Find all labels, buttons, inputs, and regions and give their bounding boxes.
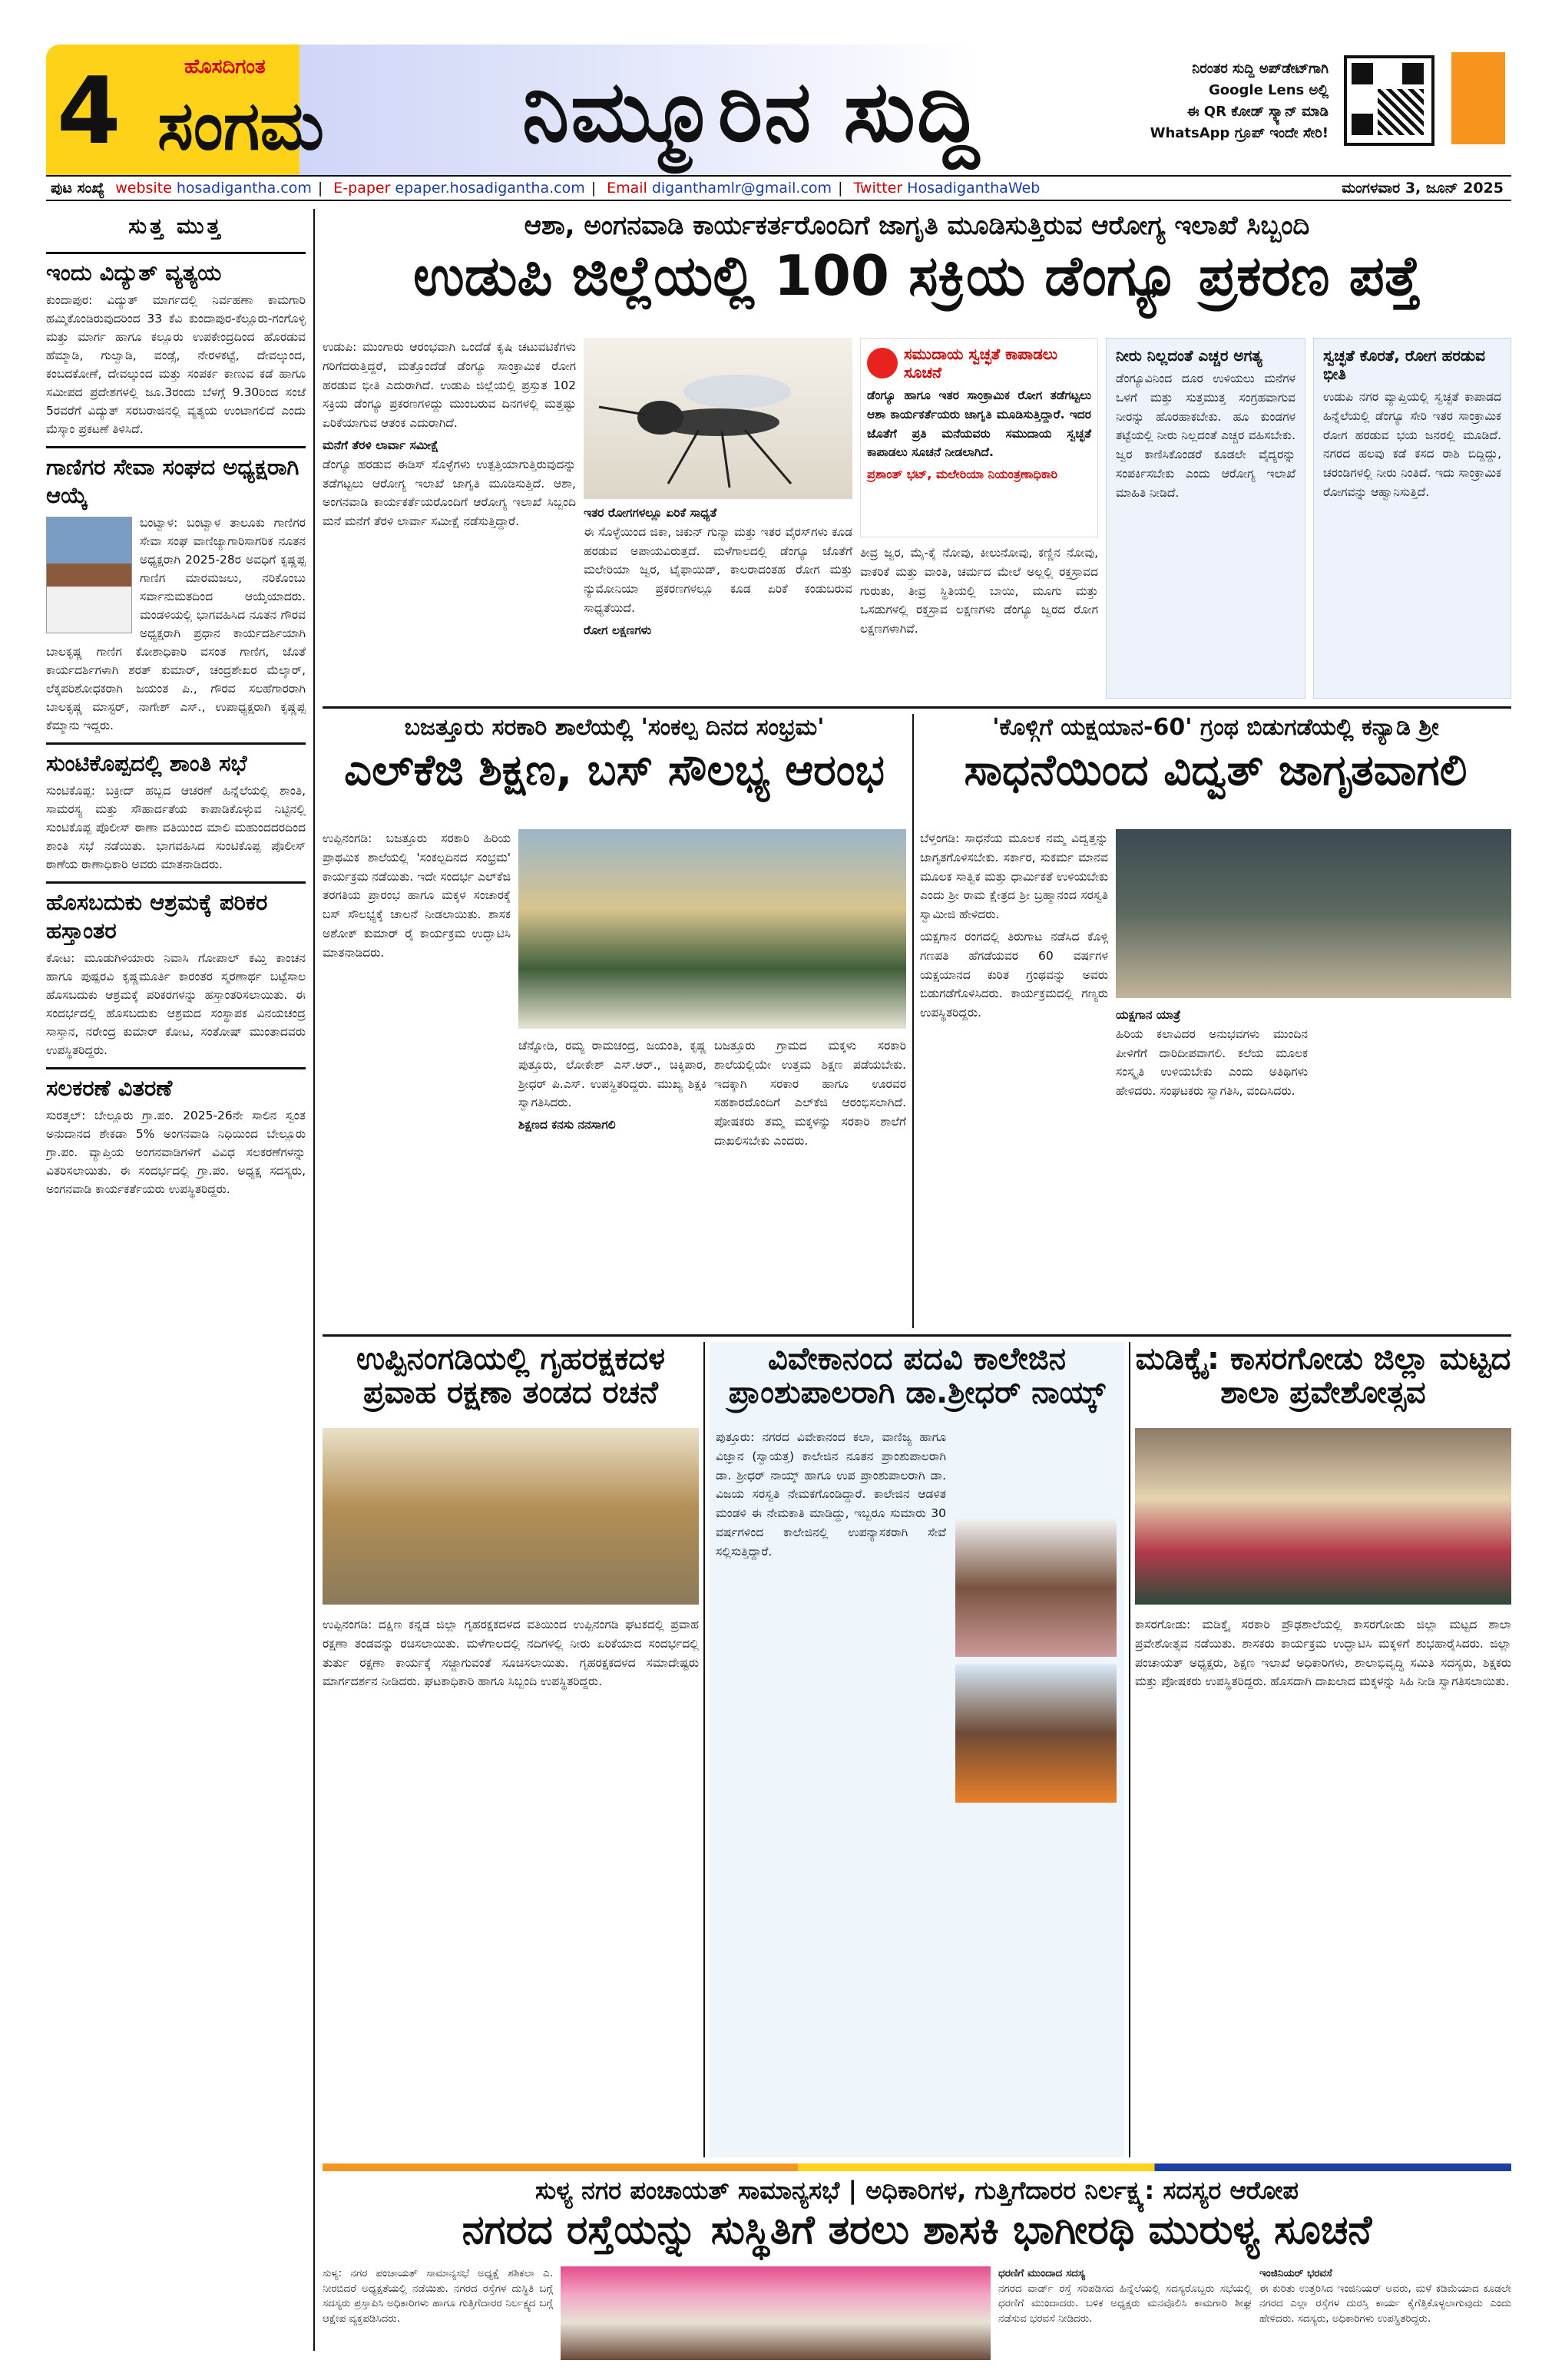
quote-author: ಪ್ರಶಾಂತ್ ಭಟ್, ಮಲೇರಿಯಾ ನಿಯಂತ್ರಣಾಧಿಕಾರಿ bbox=[867, 467, 1058, 482]
school-story bbox=[323, 714, 906, 1328]
quote-body: ಡೆಂಗ್ಯೂ ಹಾಗೂ ಇತರ ಸಾಂಕ್ರಾಮಿಕ ರೋಗ ತಡೆಗಟ್ಟಲು ಆಶಾ ಕಾರ್ಯಕರ್ತೆಯರು ಜಾಗೃತಿ ಮೂಡಿಸುತ್ತಿದ್ದಾರೆ. ಇದರ ಜೊತೆಗೆ ಪ್ರತಿ ಮನೆಯವರು ಸಮುದಾಯ ಸ್ವಚ್ಛತೆ ಕಾಪಾಡಲು ಸೂಚನೆ ನೀಡಲಾಗಿದೆ. bbox=[867, 388, 1091, 460]
home-guards-story bbox=[323, 1342, 699, 2157]
story-headline[interactable]: ಮಡಿಕ್ಕೈ: ಕಾಸರಗೋಡು ಜಿಲ್ಲಾ ಮಟ್ಟದ ಶಾಲಾ ಪ್ರವೇಶೋತ್ಸವ bbox=[1135, 1342, 1511, 1410]
color-rule bbox=[323, 2163, 1511, 2171]
info-box bbox=[1313, 338, 1511, 699]
brief-body: ಸುರತ್ಕಲ್: ಬೇಲ್ಲೂರು ಗ್ರಾ.ಪಂ. 2025-26ನೇ ಸಾಲಿನ ಸ್ವಂತ ಅನುದಾನದ ಶೇಕಡಾ 5% ಅಂಗನವಾಡಿ ನಿಧಿಯಿಂದ ಬೇಲ್ಲೂರು ಗ್ರಾ.ಪಂ. ವ್ಯಾಪ್ತಿಯ ಅಂಗನವಾಡಿಗಳಿಗೆ ವಿವಿಧ ಸಲಕರಣೆಗಳನ್ನು ವಿತರಿಸಲಾಯಿತು. ಈ ಸಂದರ್ಭದಲ್ಲಿ ಗ್ರಾ.ಪಂ. ಅಧ್ಯಕ್ಷ ಸದಸ್ಯರು, ಅಂಗನವಾಡಿ ಕಾರ್ಯಕರ್ತೆಯರು ಉಪಸ್ಥಿತರಿದ್ದರು. bbox=[46, 1109, 306, 1197]
story-body-column bbox=[714, 1036, 906, 1321]
story-text: ಕಾಸರಗೋಡು: ಮಡಿಕ್ಕೈ ಸರಕಾರಿ ಪ್ರೌಢಶಾಲೆಯಲ್ಲಿ ಕಾಸರಗೋಡು ಜಿಲ್ಲಾ ಮಟ್ಟದ ಶಾಲಾ ಪ್ರವೇಶೋತ್ಸವ ನಡೆಯಿತು. ಶಾಸಕರು ಕಾರ್ಯಕ್ರಮ ಉದ್ಘಾಟಿಸಿ ಮಕ್ಕಳಿಗೆ ಶುಭಹಾರೈಸಿದರು. ಜಿಲ್ಲಾ ಪಂಚಾಯತ್ ಅಧ್ಯಕ್ಷರು, ಶಿಕ್ಷಣ ಇಲಾಖೆ ಅಧಿಕಾರಿಗಳು, ಶಾಲಾಭಿವೃದ್ಧಿ ಸಮಿತಿ ಸದಸ್ಯರು, ಶಿಕ್ಷಕರು ಮತ್ತು ಪೋಷಕರು ಉಪಸ್ಥಿತರಿದ್ದರು. ಹೊಸದಾಗಿ ದಾಖಲಾದ ಮಕ್ಕಳನ್ನು ಸಿಹಿ ನೀಡಿ ಸ್ವಾಗತಿಸಲಾಯಿತು. bbox=[1135, 1618, 1511, 1689]
story-subhead: ಯಕ್ಷಗಾನ ಯಾತ್ರೆ bbox=[1116, 1008, 1181, 1022]
divider bbox=[912, 714, 914, 1328]
story-body-column bbox=[1135, 1615, 1511, 2153]
vice-principal-photo bbox=[955, 1664, 1117, 1803]
principal-photo bbox=[955, 1519, 1117, 1657]
separator: | bbox=[838, 180, 843, 197]
mosquito-icon bbox=[584, 338, 852, 499]
story-headline[interactable]: ನಗರದ ರಸ್ತೆಯನ್ನು ಸುಸ್ಥಿತಿಗೆ ತರಲು ಶಾಸಕಿ ಭಾಗೀರಥಿ ಮುರುಳ್ಯ ಸೂಚನೆ bbox=[462, 2207, 1372, 2253]
email-link[interactable]: diganthamlr@gmail.com bbox=[651, 180, 832, 197]
brief-body: ಕೋಟ: ಮೂಡುಗಿಳಿಯಾರು ನಿವಾಸಿ ಗೋಪಾಲ್ ಕಮ್ತಿ ಕಾಂಚನ ಹಾಗೂ ಪುಷ್ಪರವಿ ಕೃಷ್ಣಮೂರ್ತಿ ಕಾರಂತರ ಸ್ಮರಣಾರ್ಥ ಬಟ್ಟೆಸಾಲ ಹೊಸಬದುಕು ಆಶ್ರಮಕ್ಕೆ ಪರಿಕರಗಳನ್ನು ಹಸ್ತಾಂತರಿಸಲಾಯಿತು. ಈ ಸಂದರ್ಭದಲ್ಲಿ ಹೊಸಬದುಕು ಆಶ್ರಮದ ಸಂಸ್ಥಾಪಕ ವಿನಯಚಂದ್ರ ಸಾಸ್ತಾನ, ನರೇಂದ್ರ ಕುಮಾರ್ ಕೋಟ, ಸಂತೋಷ್ ಮುಂತಾದವರು ಉಪಸ್ಥಿತರಿದ್ದರು. bbox=[46, 950, 306, 1057]
divider bbox=[1129, 1342, 1130, 2157]
story-text: ಈ ಕುರಿತು ಉತ್ತರಿಸಿದ ಇಂಜಿನಿಯರ್ ಅವರು, ಮಳೆ ಕಡಿಮೆಯಾದ ಕೂಡಲೇ ನಗರದ ಎಲ್ಲಾ ರಸ್ತೆಗಳ ದುರಸ್ತಿ ಕಾರ್ಯ ಕೈಗೆತ್ತಿಕೊಳ್ಳಲಾಗುವುದು ಎಂದು ಹೇಳಿದರು. ಸದಸ್ಯರು, ಅಧಿಕಾರಿಗಳು ಉಪಸ್ಥಿತರಿದ್ದರು. bbox=[1259, 2282, 1511, 2325]
story-text: ಸುಳ್ಯ: ನಗರ ಪಂಚಾಯತ್ ಸಾಮಾನ್ಯಸಭೆ ಅಧ್ಯಕ್ಷೆ ಶಶಿಕಲಾ ಎ. ನೀರಬಿದರೆ ಅಧ್ಯಕ್ಷತೆಯಲ್ಲಿ ನಡೆಯಿತು. ನಗರದ ರಸ್ತೆಗಳ ದುಸ್ಥಿತಿ ಬಗ್ಗೆ ಸದಸ್ಯರು ಪ್ರಸ್ತಾಪಿಸಿ ಅಧಿಕಾರಿಗಳು ಹಾಗೂ ಗುತ್ತಿಗೆದಾರರ ನಿರ್ಲಕ್ಷ್ಯದ ಬಗ್ಗೆ ಆಕ್ಷೇಪ ವ್ಯಕ್ತಪಡಿಸಿದರು. bbox=[323, 2267, 553, 2325]
school-photo bbox=[518, 829, 906, 1029]
story-text: ತೀವ್ರ ಜ್ವರ, ಮೈ-ಕೈ ನೋವು, ಕೀಲುನೋವು, ಕಣ್ಣಿನ ನೋವು, ವಾಕರಿಕೆ ಮತ್ತು ವಾಂತಿ, ಚರ್ಮದ ಮೇಲೆ ಅಲ್ಲಲ್ಲಿ ರಕ್ತಸ್ರಾವದ ಗುರುತು, ತೀವ್ರ ಸ್ಥಿತಿಯಲ್ಲಿ ಬಾಯಿ, ಮೂಗು ಮತ್ತು ಒಸಡುಗಳಲ್ಲಿ ರಕ್ತಸ್ರಾವ ಲಕ್ಷಣಗಳು ಡೆಂಗ್ಯೂ ಜ್ವರದ ರೋಗ ಲಕ್ಷಣಗಳಾಗಿವೆ. bbox=[860, 546, 1098, 636]
story-text: ಯಕ್ಷಗಾನ ರಂಗದಲ್ಲಿ ತಿರುಗಾಟ ನಡೆಸಿದ ಕೊಳ್ಗಿ ಗಣಪತಿ ಹೆಗಡೆಯವರ 60 ವರ್ಷಗಳ ಯಕ್ಷಯಾನದ ಕುರಿತ ಗ್ರಂಥವನ್ನು ಅವರು ಬಿಡುಗಡೆಗೊಳಿಸಿದರು. ಕಾರ್ಯಕ್ರಮದಲ್ಲಿ ಗಣ್ಯರು ಉಪಸ್ಥಿತರಿದ್ದರು. bbox=[920, 929, 1108, 1020]
twitter-label: Twitter bbox=[853, 180, 903, 197]
brief-headline[interactable]: ಸಲಕರಣೆ ವಿತರಣೆ bbox=[46, 1067, 306, 1102]
left-column bbox=[46, 209, 315, 2351]
epaper-link[interactable]: epaper.hosadigantha.com bbox=[395, 180, 585, 197]
quote-head: ಸಮುದಾಯ ಸ್ವಚ್ಛತೆ ಕಾಪಾಡಲು ಸೂಚನೆ bbox=[904, 345, 1058, 382]
page-title: ನಿಮ್ಮೂರಿನ ಸುದ್ದಿ bbox=[522, 62, 981, 160]
brief-headline[interactable]: ಗಾಣಿಗರ ಸೇವಾ ಸಂಘದ ಅಧ್ಯಕ್ಷರಾಗಿ ಆಯ್ಕೆ bbox=[46, 446, 306, 509]
story-body-column bbox=[860, 544, 1098, 699]
qr-line: ನಿರಂತರ ಸುದ್ದಿ ಅಪ್‌ಡೇಟ್‌ಗಾಗಿ bbox=[1192, 61, 1329, 77]
page-label: ಪುಟ ಸಂಖ್ಯೆ bbox=[51, 180, 105, 197]
divider bbox=[323, 1334, 1511, 1337]
story-headline[interactable]: ಉಡುಪಿ ಜಿಲ್ಲೆಯಲ್ಲಿ 100 ಸಕ್ರಿಯ ಡೆಂಗ್ಯೂ ಪ್ರಕರಣ ಪತ್ತೆ bbox=[412, 243, 1421, 308]
quote-box bbox=[860, 338, 1098, 537]
info-box-body: ಉಡುಪಿ ನಗರ ವ್ಯಾಪ್ತಿಯಲ್ಲಿ ಸ್ವಚ್ಛತೆ ಕಾಪಾಡದ ಹಿನ್ನೆಲೆಯಲ್ಲಿ ಡೆಂಗ್ಯೂ ಸೇರಿ ಇತರ ಸಾಂಕ್ರಾಮಿಕ ರೋಗ ಹರಡುವ ಭಯ ಜನರಲ್ಲಿ ಮೂಡಿದೆ. ನಗರದ ಹಲವು ಕಡೆ ಕಸದ ರಾಶಿ ಬಿದ್ದಿದ್ದು, ಚರಂಡಿಗಳಲ್ಲಿ ನೀರು ನಿಂತಿದೆ. ಇದು ಸಾಂಕ್ರಾಮಿಕ ರೋಗವನ್ನು ಆಹ್ವಾನಿಸುತ್ತಿದೆ. bbox=[1323, 390, 1501, 499]
website-label: website bbox=[115, 180, 172, 197]
info-bar bbox=[46, 175, 1511, 201]
email-label: Email bbox=[607, 180, 647, 197]
story-body-column bbox=[323, 1615, 699, 2153]
divider bbox=[323, 706, 1511, 709]
kasaragod-story bbox=[1135, 1342, 1511, 2157]
story-body-column bbox=[323, 338, 576, 699]
masthead bbox=[46, 45, 1511, 175]
story-text: ಉಪ್ಪಿನಂಗಡಿ: ಬಜತ್ತೂರು ಸರಕಾರಿ ಹಿರಿಯ ಪ್ರಾಥಮಿಕ ಶಾಲೆಯಲ್ಲಿ 'ಸಂಕಲ್ಪದಿನದ ಸಂಭ್ರಮ' ಕಾರ್ಯಕ್ರಮ ನಡೆಯಿತು. ಇದೇ ಸಂದರ್ಭ ಎಲ್‌ಕೆಜಿ ತರಗತಿಯ ಪ್ರಾರಂಭ ಹಾಗೂ ಮಕ್ಕಳ ಸಂಚಾರಕ್ಕೆ ಬಸ್ ಸೌಲಭ್ಯಕ್ಕೆ ಚಾಲನೆ ನೀಡಲಾಯಿತು. ಶಾಸಕ ಅಶೋಕ್ ಕುಮಾರ್ ರೈ ಕಾರ್ಯಕ್ರಮ ಉದ್ಘಾಟಿಸಿ ಮಾತನಾಡಿದರು. bbox=[323, 831, 511, 960]
website-link[interactable]: hosadigantha.com bbox=[176, 180, 312, 197]
separator: | bbox=[317, 180, 323, 197]
brief-headline[interactable]: ಸುಂಟಿಕೊಪ್ಪದಲ್ಲಿ ಶಾಂತಿ ಸಭೆ bbox=[46, 742, 306, 777]
brief-body: ಸುಂಟಿಕೊಪ್ಪ: ಬಕ್ರೀದ್ ಹಬ್ಬದ ಆಚರಣೆ ಹಿನ್ನೆಲೆಯಲ್ಲಿ ಶಾಂತಿ, ಸಾಮರಸ್ಯ ಮತ್ತು ಸೌಹಾರ್ದತೆಯ ಕಾಪಾಡಿಕೊಳ್ಳುವ ನಿಟ್ಟಿನಲ್ಲಿ ಸುಂಟಿಕೊಪ್ಪ ಪೊಲೀಸ್ ಠಾಣಾ ವತಿಯಿಂದ ಮಾಲಿ ಮಹುಂದದರದಿಂದ ಶಾಂತಿ ಸಭೆ ನಡೆಯಿತು. ಭಾಗವಹಿಸಿದ ಸುಂಟಿಕೊಪ್ಪ ಪೊಲೀಸ್ ಠಾಣೆಯ ಠಾಣಾಧಿಕಾರಿ ಅವರು ಮಾತನಾಡಿದರು. bbox=[46, 784, 306, 872]
info-box-head: ನೀರು ನಿಲ್ಲದಂತೆ ಎಚ್ಚರ ಅಗತ್ಯ bbox=[1116, 346, 1262, 365]
story-kicker: ಸುಳ್ಯ ನಗರ ಪಂಚಾಯತ್ ಸಾಮಾನ್ಯಸಭೆ | ಅಧಿಕಾರಿಗಳ, ಗುತ್ತಿಗೆದಾರರ ನಿರ್ಲಕ್ಷ್ಯ: ಸದಸ್ಯರ ಆರೋಪ bbox=[535, 2176, 1299, 2205]
story-subhead: ಮನೆಗೆ ತೆರಳಿ ಲಾರ್ವಾ ಸಮೀಕ್ಷೆ bbox=[323, 438, 439, 452]
story-text: ಪುತ್ತೂರು: ನಗರದ ವಿವೇಕಾನಂದ ಕಲಾ, ವಾಣಿಜ್ಯ ಹಾಗೂ ವಿಜ್ಞಾನ (ಸ್ವಾಯತ್ತ) ಕಾಲೇಜಿನ ನೂತನ ಪ್ರಾಂಶುಪಾಲರಾಗಿ ಡಾ. ಶ್ರೀಧರ್ ನಾಯ್ಕ್ ಹಾಗೂ ಉಪ ಪ್ರಾಂಶುಪಾಲರಾಗಿ ಡಾ. ವಿಜಯ ಸರಸ್ವತಿ ನೇಮಕಗೊಂಡಿದ್ದಾರೆ. ಕಾಲೇಜಿನ ಆಡಳಿತ ಮಂಡಳಿ ಈ ನೇಮಕಾತಿ ಮಾಡಿದ್ದು, ಇಬ್ಬರೂ ಸುಮಾರು 30 ವರ್ಷಗಳಿಂದ ಕಾಲೇಜಿನಲ್ಲಿ ಉಪನ್ಯಾಸಕರಾಗಿ ಸೇವೆ ಸಲ್ಲಿಸುತ್ತಿದ್ದಾರೆ. bbox=[716, 1430, 946, 1559]
info-box bbox=[1106, 338, 1305, 699]
story-headline[interactable]: ಎಲ್‌ಕೆಜಿ ಶಿಕ್ಷಣ, ಬಸ್ ಸೌಲಭ್ಯ ಆರಂಭ bbox=[344, 745, 885, 795]
story-body-column bbox=[1259, 2266, 1511, 2360]
twitter-link[interactable]: HosadiganthaWeb bbox=[907, 180, 1041, 197]
dengue-story bbox=[323, 209, 1511, 700]
story-body-column bbox=[584, 504, 852, 699]
story-text: ಉಪ್ಪಿನಂಗಡಿ: ದಕ್ಷಿಣ ಕನ್ನಡ ಜಿಲ್ಲಾ ಗೃಹರಕ್ಷಕದಳದ ವತಿಯಿಂದ ಉಪ್ಪಿನಂಗಡಿ ಘಟಕದಲ್ಲಿ ಪ್ರವಾಹ ರಕ್ಷಣಾ ತಂಡವನ್ನು ರಚಿಸಲಾಯಿತು. ಮಳೆಗಾಲದಲ್ಲಿ ನದಿಗಳಲ್ಲಿ ನೀರು ಏರಿಕೆಯಾದ ಸಂದರ್ಭದಲ್ಲಿ ತುರ್ತು ರಕ್ಷಣಾ ಕಾರ್ಯಕ್ಕೆ ಸಜ್ಜಾಗುವಂತೆ ಸೂಚಿಸಲಾಯಿತು. ಗೃಹರಕ್ಷಕದಳದ ಸಮಾದೇಷ್ಟರು ಮಾರ್ಗದರ್ಶನ ನೀಡಿದರು. ಘಟಕಾಧಿಕಾರಿ ಹಾಗೂ ಸಿಬ್ಬಂದಿ ಉಪಸ್ಥಿತರಿದ್ದರು. bbox=[323, 1618, 699, 1689]
paper-logo: ಹೊಸದಿಗಂತ bbox=[184, 55, 266, 78]
mosquito-photo bbox=[584, 338, 852, 499]
story-text: ಬಜತ್ತೂರು ಗ್ರಾಮದ ಮಕ್ಕಳು ಸರಕಾರಿ ಶಾಲೆಯಲ್ಲಿಯೇ ಉತ್ತಮ ಶಿಕ್ಷಣ ಪಡೆಯಬೇಕು. ಇದಕ್ಕಾಗಿ ಸರಕಾರ ಹಾಗೂ ಊರವರ ಸಹಕಾರದೊಂದಿಗೆ ಎಲ್‌ಕೆಜಿ ಆರಂಭಿಸಲಾಗಿದೆ. ಪೋಷಕರು ತಮ್ಮ ಮಕ್ಕಳನ್ನು ಸರಕಾರಿ ಶಾಲೆಗೆ ದಾಖಲಿಸಬೇಕು ಎಂದರು. bbox=[714, 1039, 906, 1148]
stage-photo bbox=[1116, 829, 1511, 998]
info-box-body: ಡೆಂಗ್ಯೂವಿನಿಂದ ದೂರ ಉಳಿಯಲು ಮನೆಗಳ ಒಳಗೆ ಮತ್ತು ಸುತ್ತಮುತ್ತ ಸಂಗ್ರಹವಾಗುವ ನೀರನ್ನು ಹೊರಹಾಕಬೇಕು. ಹೂ ಕುಂಡಗಳ ತಟ್ಟೆಯಲ್ಲಿ ನೀರು ನಿಲ್ಲದಂತೆ ಎಚ್ಚರ ವಹಿಸಬೇಕು. ಜ್ವರ ಕಾಣಿಸಿಕೊಂಡರೆ ಕೂಡಲೇ ವೈದ್ಯರನ್ನು ಸಂಪರ್ಕಿಸಬೇಕು ಎಂದು ಆರೋಗ್ಯ ಇಲಾಖೆ ಮಾಹಿತಿ ನೀಡಿದೆ. bbox=[1116, 372, 1295, 500]
divider bbox=[703, 1342, 705, 2157]
orange-accent-block bbox=[1451, 52, 1505, 144]
story-body-column bbox=[920, 829, 1108, 1321]
story-kicker: 'ಕೊಳ್ಗಿಗೆ ಯಕ್ಷಯಾನ-60' ಗ್ರಂಥ ಬಿಡುಗಡೆಯಲ್ಲಿ ಕನ್ಯಾಡಿ ಶ್ರೀ bbox=[992, 714, 1439, 741]
story-text: ಡೆಂಗ್ಯೂ ಹರಡುವ ಈಡಿಸ್ ಸೊಳ್ಳೆಗಳು ಉತ್ಪತ್ತಿಯಾಗುತ್ತಿರುವುದನ್ನು ತಡೆಗಟ್ಟಲು ಆರೋಗ್ಯ ಇಲಾಖೆ ಜಾಗೃತಿ ಮೂಡಿಸುತ್ತಿದೆ. ಆಶಾ, ಅಂಗನವಾಡಿ ಕಾರ್ಯಕರ್ತೆಯರೊಂದಿಗೆ ಆರೋಗ್ಯ ಇಲಾಖೆ ಸಿಬ್ಬಂದಿ ಮನೆ ಮನೆಗೆ ತೆರಳಿ ಲಾರ್ವಾ ಸಮೀಕ್ಷೆ ನಡೆಸುತ್ತಿದ್ದಾರೆ. bbox=[323, 457, 576, 529]
epaper-label: E-paper bbox=[333, 180, 391, 197]
school-event-photo bbox=[1135, 1428, 1511, 1605]
qr-line: ಈ QR ಕೋಡ್ ಸ್ಕ್ಯಾನ್ ಮಾಡಿ bbox=[1186, 103, 1329, 120]
story-body-column bbox=[716, 1428, 946, 2150]
principal-story bbox=[710, 1342, 1124, 2157]
person-photo bbox=[46, 517, 132, 633]
meeting-photo bbox=[561, 2266, 991, 2360]
story-body-column bbox=[518, 1036, 706, 1321]
story-text: ಈ ಸೊಳ್ಳೆಯಿಂದ ಜಿಕಾ, ಚಿಕುನ್ ಗುನ್ಯಾ ಮತ್ತು ಇತರ ವೈರಸ್‌ಗಳು ಕೂಡ ಹರಡುವ ಅಪಾಯವಿರುತ್ತದೆ. ಮಳೆಗಾಲದಲ್ಲಿ ಡೆಂಗ್ಯೂ ಜೊತೆಗೆ ಮಲೇರಿಯಾ ಜ್ವರ, ಟೈಫಾಯಿಡ್, ಕಾಲರಾದಂತಹ ರೋಗ ಮತ್ತು ನ್ಯುಮೋನಿಯಾ ಪ್ರಕರಣಗಳಲ್ಲೂ ಕೂಡ ಏರಿಕೆ ಕಂಡುಬರುವ ಸಾಧ್ಯತೆಯಿದೆ. bbox=[584, 524, 852, 615]
brief-headline[interactable]: ಇಂದು ವಿದ್ಯುತ್ ವ್ಯತ್ಯಯ bbox=[46, 252, 306, 286]
section-name: ಸಂಗಮ bbox=[157, 86, 325, 165]
story-subhead: ಇತರ ರೋಗಗಳಲ್ಲೂ ಏರಿಕೆ ಸಾಧ್ಯತೆ bbox=[584, 506, 717, 520]
quote-icon bbox=[867, 348, 898, 378]
column-title: ಸುತ್ತ ಮುತ್ತ bbox=[128, 213, 223, 239]
story-text: ಹಿರಿಯ ಕಲಾವಿದರ ಅನುಭವಗಳು ಮುಂದಿನ ಪೀಳಿಗೆಗೆ ದಾರಿದೀಪವಾಗಲಿ. ಕಲೆಯ ಮೂಲಕ ಸಂಸ್ಕೃತಿ ಉಳಿಯಬೇಕು ಎಂದು ಅತಿಥಿಗಳು ಹೇಳಿದರು. ಸಂಘಟಕರು ಸ್ವಾಗತಿಸಿ, ವಂದಿಸಿದರು. bbox=[1116, 1026, 1308, 1099]
story-subhead: ಇಂಜಿನಿಯರ್ ಭರವಸೆ bbox=[1259, 2267, 1332, 2279]
brief-body: ಕುಂದಾಪುರ: ವಿದ್ಯುತ್ ಮಾರ್ಗದಲ್ಲಿ ನಿರ್ವಹಣಾ ಕಾಮಗಾರಿ ಹಮ್ಮಿಕೊಂಡಿರುವುದರಿಂದ 33 ಕೆವಿ ಕುಂದಾಪುರ-ಕೆಲ್ಲೂರು-ಗಂಗೊಳ್ಳಿ ಮತ್ತು ಮಾರ್ಗ ಹಾಗೂ ಕಲ್ಲೂರು ಉಪಕೇಂದ್ರದಿಂದ ಹೊರಡುವ ಹೆಮ್ಮಾಡಿ, ಗುಲ್ವಾಡಿ, ವಂಡ್ಸೆ, ನೇರಳಕಟ್ಟೆ, ದೇವಲ್ಕುಂದ, ಕಂಬದಕೋಣೆ, ದೇವಲ್ಕುಂದ ಮತ್ತು ಸಂಪರ್ಕ ಕಾಣುವ ಕಡೆ ಹಾಗೂ ಸಮೀಪದ ಪ್ರದೇಶಗಳಲ್ಲಿ ಜೂ.3ರಂದು ಬೆಳಗ್ಗೆ 9.30ರಿಂದ ಸಂಜೆ 5ರವರೆಗೆ ವಿದ್ಯುತ್ ಸರಬರಾಜಿನಲ್ಲಿ ವ್ಯತ್ಯಯ ಉಂಟಾಗಲಿದೆ ಎಂದು ಮೆಸ್ಕಾಂ ಪ್ರಕಟಣೆ ತಿಳಿಸಿದೆ. bbox=[46, 293, 306, 437]
story-subhead: ಶಿಕ್ಷಣದ ಕನಸು ನನಸಾಗಲಿ bbox=[518, 1118, 616, 1132]
story-body-column bbox=[323, 2266, 553, 2360]
story-headline[interactable]: ವಿವೇಕಾನಂದ ಪದವಿ ಕಾಲೇಜಿನ ಪ್ರಾಂಶುಪಾಲರಾಗಿ ಡಾ.ಶ್ರೀಧರ್ ನಾಯ್ಕ್ bbox=[728, 1342, 1106, 1410]
guards-photo bbox=[323, 1428, 699, 1605]
story-subhead: ಧರಣಿಗೆ ಮುಂದಾದ ಸದಸ್ಯ bbox=[998, 2267, 1085, 2279]
story-text: ನಗರದ ವಾರ್ಡ್ ರಸ್ತೆ ಸರಿಪಡಿಸದ ಹಿನ್ನೆಲೆಯಲ್ಲಿ ಸದಸ್ಯರೊಬ್ಬರು ಸಭೆಯಲ್ಲಿ ಧರಣಿಗೆ ಮುಂದಾದರು. ಬಳಿಕ ಅಧ್ಯಕ್ಷರು ಮನವೊಲಿಸಿ ಕಾಮಗಾರಿ ಶೀಘ್ರ ನಡೆಸುವ ಭರವಸೆ ನೀಡಿದರು. bbox=[998, 2282, 1252, 2325]
issue-date: ಮಂಗಳವಾರ 3, ಜೂನ್ 2025 bbox=[1342, 180, 1504, 197]
qr-line: Google Lens ಅಲ್ಲಿ bbox=[1209, 81, 1329, 98]
brief-body-text: ಬಂಟ್ವಾಳ: ಬಂಟ್ವಾಳ ತಾಲೂಕು ಗಾಣಿಗರ ಸೇವಾ ಸಂಘ ವಾಣಿಜ್ಯಾಗಾರಿಸಾಗರಿಕ ನೂತನ ಅಧ್ಯಕ್ಷರಾಗಿ 2025-28ರ ಅವಧಿಗೆ ಕೃಷ್ಣಪ್ಪ ಗಾಣಿಗ ಮಾರಮಜಲು, ನರಿಕೊಂಬು ಸರ್ವಾನುಮತದಿಂದ ಆಯ್ಕೆಯಾದರು. ಮಂಡಳಿಯಲ್ಲಿ ಭಾಗವಹಿಸಿದ ನೂತನ ಗೌರವ ಅಧ್ಯಕ್ಷರಾಗಿ ಪ್ರಧಾನ ಕಾರ್ಯದರ್ಶಿಯಾಗಿ ಬಾಲಕೃಷ್ಣ ಗಾಣಿಗ ಕೋಶಾಧಿಕಾರಿ ವಸಂತ ಗಾಣಿಗ, ಜೊತೆ ಕಾರ್ಯದರ್ಶಿಗಳಾಗಿ ಶರತ್ ಕುಮಾರ್, ಚಂದ್ರಶೇಖರ ಮೆಲ್ಕಾರ್, ಲೆಕ್ಕಪರಿಶೋಧಕರಾಗಿ ಜಯಂತ ಪಿ., ಗೌರವ ಸಲಹೆಗಾರರಾಗಿ ಬಾಲಕೃಷ್ಣ ಮಾಸ್ಟರ್, ನಾಗೇಶ್ ಎಸ್., ಉಪಾಧ್ಯಕ್ಷರಾಗಿ ಕೃಷ್ಣಪ್ಪ ಕೆಮ್ಮಾನು ಇದ್ದರು. bbox=[46, 515, 306, 733]
story-text: ಚೆನ್ನೋಡಿ, ರಮ್ಯ ರಾಮಚಂದ್ರ, ಜಯಂತಿ, ಕೃಷ್ಣ ಪುತ್ತೂರು, ಲೋಕೇಶ್ ಎಸ್.ಆರ್., ಚಿಕ್ಕಿಪಾರ, ಶ್ರೀಧರ್ ಪಿ.ಎಸ್. ಉಪಸ್ಥಿತರಿದ್ದರು. ಮುಖ್ಯ ಶಿಕ್ಷಕಿ ಸ್ವಾಗತಿಸಿದರು. bbox=[518, 1039, 706, 1110]
info-box-head: ಸ್ವಚ್ಛತೆ ಕೊರತೆ, ರೋಗ ಹರಡುವ ಭೀತಿ bbox=[1323, 346, 1485, 383]
page-number: 4 bbox=[57, 58, 121, 165]
story-body-column bbox=[323, 829, 511, 1321]
story-kicker: ಬಜತ್ತೂರು ಸರಕಾರಿ ಶಾಲೆಯಲ್ಲಿ 'ಸಂಕಲ್ಪ ದಿನದ ಸಂಭ್ರಮ' bbox=[404, 714, 825, 741]
qr-promo-text bbox=[1106, 58, 1329, 144]
brief-body bbox=[46, 514, 306, 735]
story-subhead: ರೋಗ ಲಕ್ಷಣಗಳು bbox=[584, 623, 652, 637]
yakshagana-story bbox=[920, 714, 1511, 1328]
story-text: ಉಡುಪಿ: ಮುಂಗಾರು ಆರಂಭವಾಗಿ ಒಂದೆಡೆ ಕೃಷಿ ಚಟುವಟಿಕೆಗಳು ಗರಿಗೆದರುತ್ತಿದ್ದರೆ, ಮತ್ತೊಂದೆಡೆ ಡೆಂಗ್ಯೂ ಸಾಂಕ್ರಾಮಿಕ ರೋಗ ಹರಡುವ ಭೀತಿ ಎದುರಾಗಿದೆ. ಉಡುಪಿ ಜಿಲ್ಲೆಯಲ್ಲಿ ಪ್ರಸ್ತುತ 102 ಸಕ್ರಿಯ ಡೆಂಗ್ಯೂ ಪ್ರಕರಣಗಳಿದ್ದು ಮುಂಬರುವ ದಿನಗಳಲ್ಲಿ ಮತ್ತಷ್ಟು ಏರಿಕೆಯಾಗುವ ಆತಂಕ ಎದುರಾಗಿದೆ. bbox=[323, 340, 576, 431]
story-body-column bbox=[1116, 1006, 1308, 1321]
story-body-column bbox=[998, 2266, 1252, 2360]
story-kicker: ಆಶಾ, ಅಂಗನವಾಡಿ ಕಾರ್ಯಕರ್ತರೊಂದಿಗೆ ಜಾಗೃತಿ ಮೂಡಿಸುತ್ತಿರುವ ಆರೋಗ್ಯ ಇಲಾಖೆ ಸಿಬ್ಬಂದಿ bbox=[524, 210, 1310, 241]
story-text: ಬೆಳ್ತಂಗಡಿ: ಸಾಧನೆಯ ಮೂಲಕ ನಮ್ಮ ವಿದ್ವತ್ತನ್ನು ಜಾಗೃತಗೊಳಿಸಬೇಕು. ಸರ್ಕಾರ, ಸುಕರ್ಮ ಮಾನವ ಮೂಲಕ ಸಾತ್ವಿಕ ಮತ್ತು ಧಾರ್ಮಿಕತೆ ಉಳಿಯಬೇಕು ಎಂದು ಶ್ರೀ ರಾಮ ಕ್ಷೇತ್ರದ ಶ್ರೀ ಬ್ರಹ್ಮಾನಂದ ಸರಸ್ವತಿ ಸ್ವಾಮೀಜಿ ಹೇಳಿದರು. bbox=[920, 831, 1108, 922]
brief-headline[interactable]: ಹೊಸಬದುಕು ಆಶ್ರಮಕ್ಕೆ ಪರಿಕರ ಹಸ್ತಾಂತರ bbox=[46, 881, 306, 944]
separator: | bbox=[591, 180, 597, 197]
qr-line: WhatsApp ಗ್ರೂಪ್ ಇಂದೇ ಸೇರಿ! bbox=[1150, 124, 1329, 141]
sullia-story bbox=[323, 2176, 1511, 2360]
story-headline[interactable]: ಸಾಧನೆಯಿಂದ ವಿದ್ವತ್ ಜಾಗೃತವಾಗಲಿ bbox=[964, 745, 1468, 795]
qr-code-icon[interactable] bbox=[1344, 55, 1434, 146]
story-headline[interactable]: ಉಪ್ಪಿನಂಗಡಿಯಲ್ಲಿ ಗೃಹರಕ್ಷಕದಳ ಪ್ರವಾಹ ರಕ್ಷಣಾ ತಂಡದ ರಚನೆ bbox=[356, 1342, 665, 1410]
